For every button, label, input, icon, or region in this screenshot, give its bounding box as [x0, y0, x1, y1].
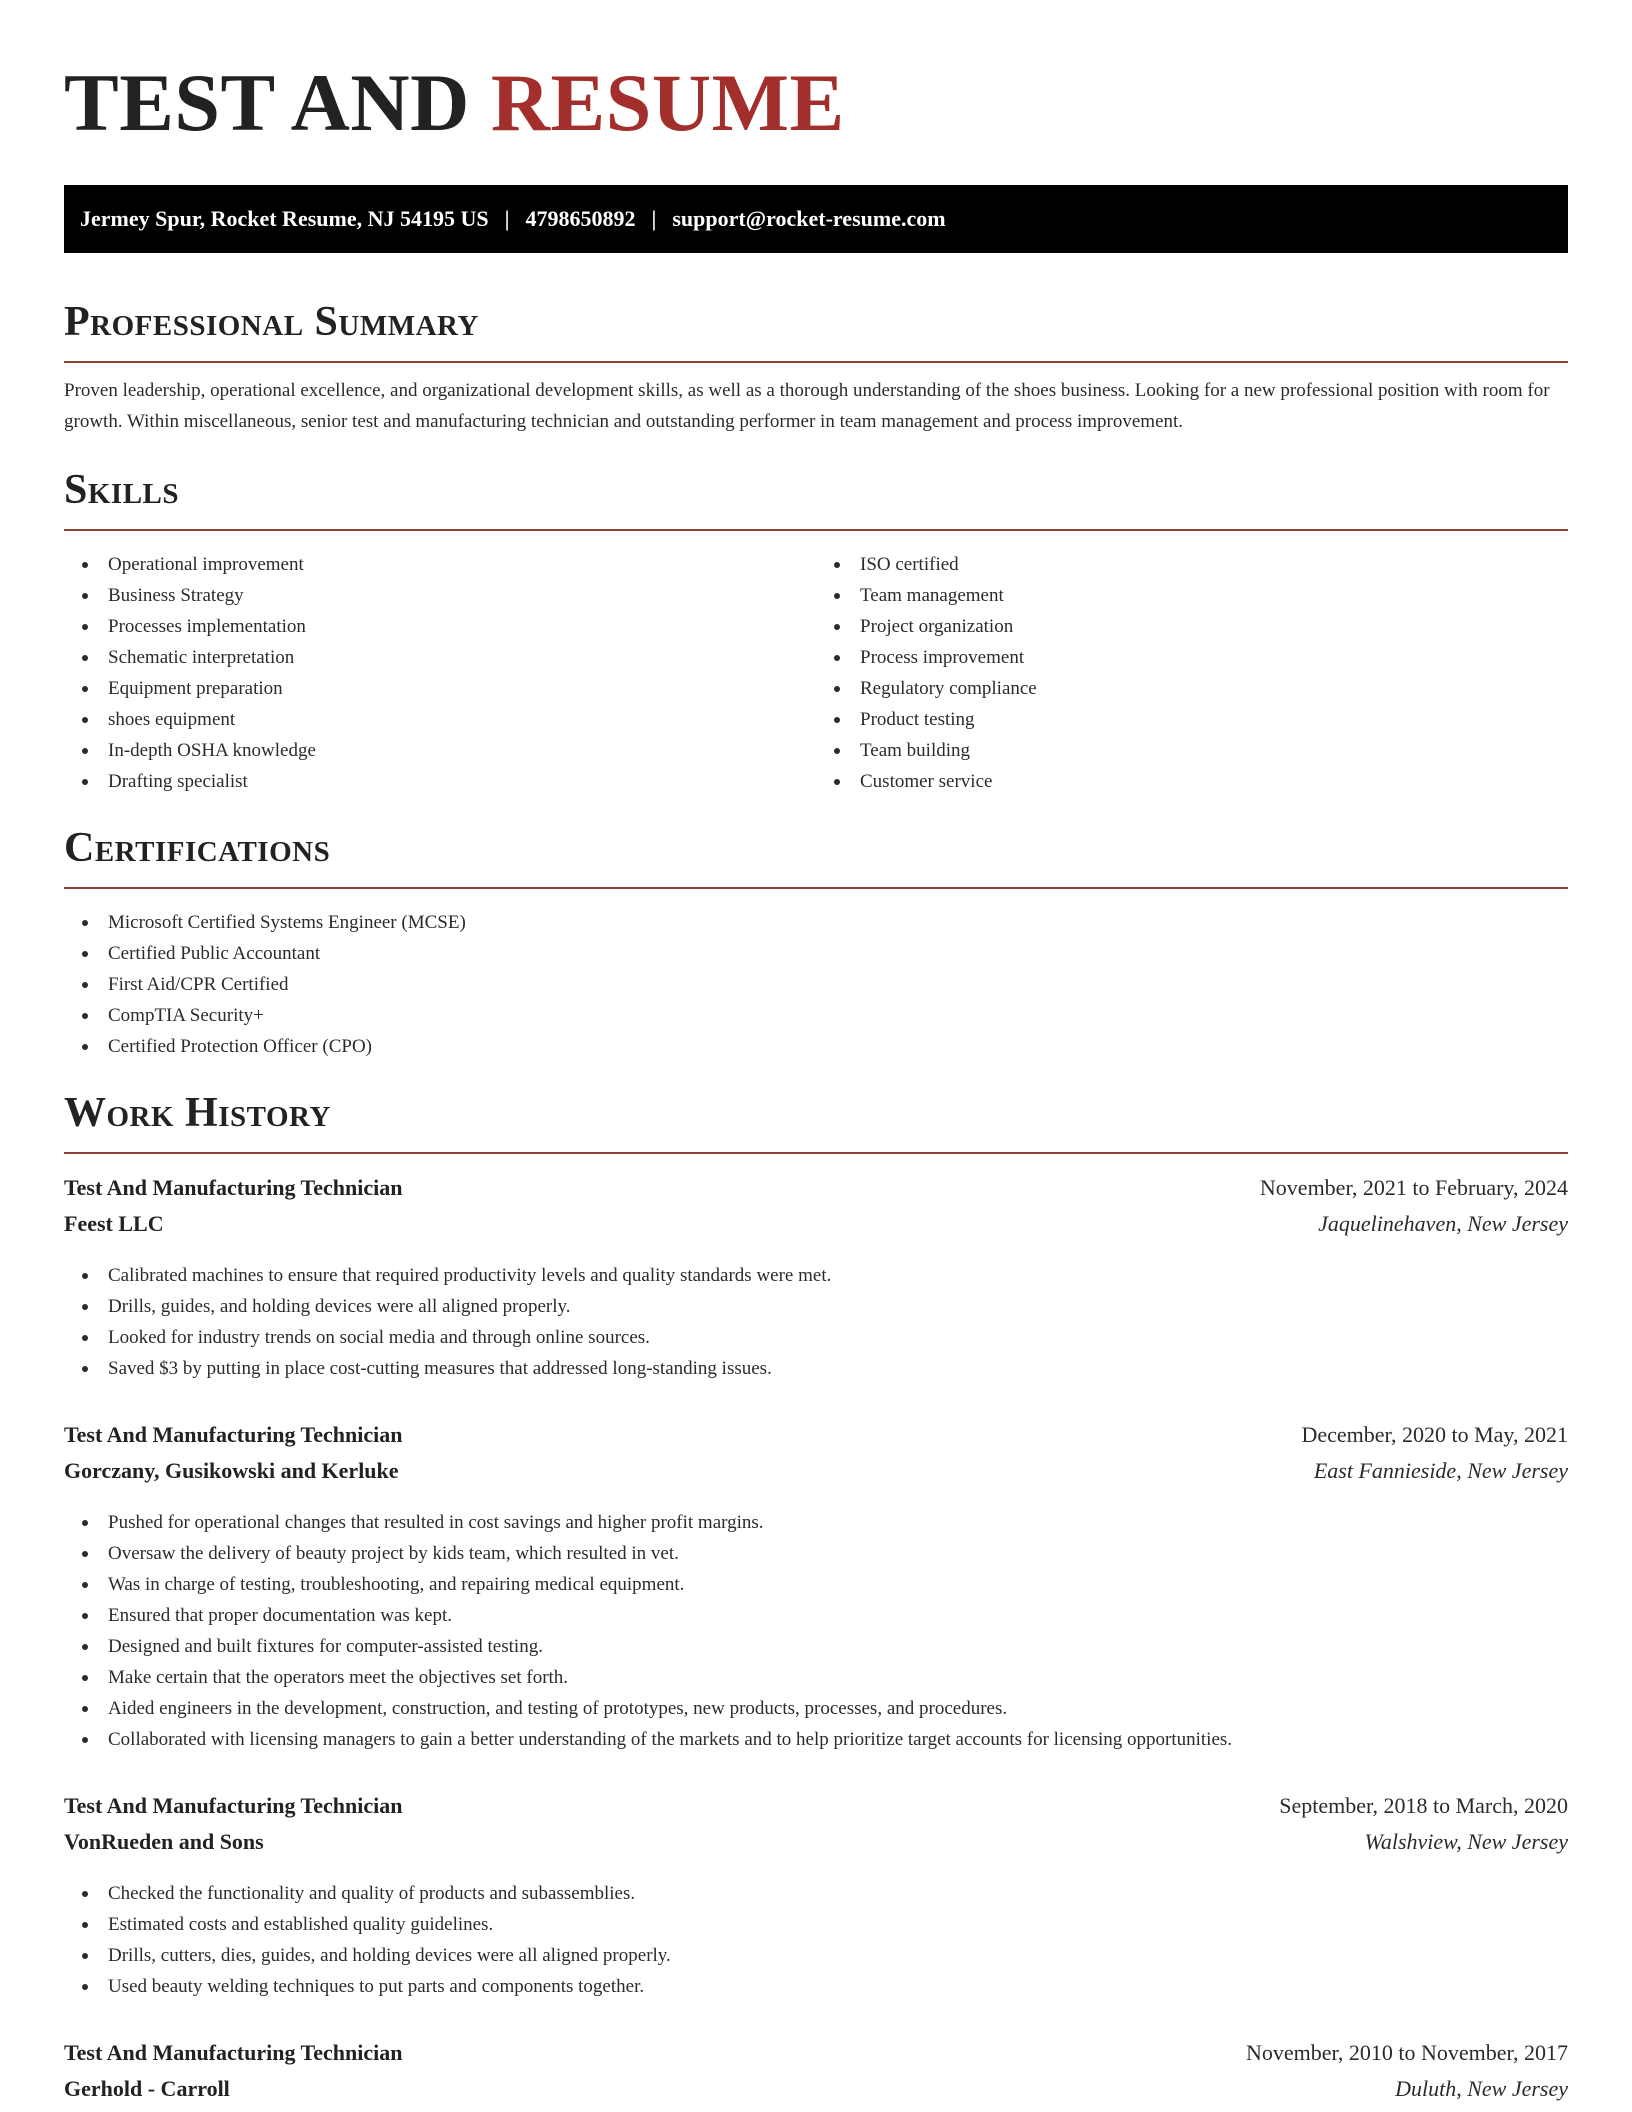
skills-list-right	[816, 549, 1568, 797]
certification-item: Certified Protection Officer (CPO)	[64, 1031, 1568, 1062]
job-company-row	[64, 1206, 1568, 1242]
skill-item: Equipment preparation	[64, 673, 816, 704]
job-bullet: Aided engineers in the development, construction, and testing of prototypes, new products, processes, and procedures.	[64, 1693, 1568, 1724]
skill-item: Schematic interpretation	[64, 642, 816, 673]
contact-separator: |	[504, 206, 510, 231]
contact-phone: 4798650892	[525, 206, 636, 231]
contact-separator: |	[651, 206, 657, 231]
job-title: Test And Manufacturing Technician	[64, 1422, 403, 1447]
skills-list-left	[64, 549, 816, 797]
skill-item: shoes equipment	[64, 704, 816, 735]
skill-item: Regulatory compliance	[816, 673, 1568, 704]
job-header-row	[64, 1417, 1568, 1453]
job-bullet-list	[64, 1507, 1568, 1755]
job-bullet: Calibrated machines to ensure that required productivity levels and quality standards were met.	[64, 1260, 1568, 1291]
job-bullet: Oversaw the delivery of beauty project by kids team, which resulted in vet.	[64, 1538, 1568, 1569]
job-bullet: Pushed for operational changes that resulted in cost savings and higher profit margins.	[64, 1507, 1568, 1538]
job-bullet-list	[64, 1260, 1568, 1384]
job-entry	[64, 2035, 1568, 2107]
job-bullet-list	[64, 1878, 1568, 2002]
contact-address: Jermey Spur, Rocket Resume, NJ 54195 US	[80, 206, 489, 231]
job-company-row	[64, 1453, 1568, 1489]
job-dates: November, 2021 to February, 2024	[1259, 1175, 1568, 1200]
skill-item: Team management	[816, 580, 1568, 611]
skill-item: Product testing	[816, 704, 1568, 735]
job-header-row	[64, 1788, 1568, 1824]
job-title: Test And Manufacturing Technician	[64, 1175, 403, 1200]
job-location: East Fannieside, New Jersey	[1313, 1458, 1568, 1483]
skill-item: Project organization	[816, 611, 1568, 642]
resume-name-heading	[64, 0, 1568, 151]
skill-item: Drafting specialist	[64, 766, 816, 797]
name-part-2: RESUME	[490, 57, 845, 148]
job-company-row	[64, 2071, 1568, 2107]
job-company: VonRueden and Sons	[64, 1829, 264, 1854]
summary-section	[64, 297, 1568, 437]
certification-item: First Aid/CPR Certified	[64, 969, 1568, 1000]
job-bullet: Checked the functionality and quality of products and subassemblies.	[64, 1878, 1568, 1909]
job-bullet: Used beauty welding techniques to put parts and components together.	[64, 1971, 1568, 2002]
contact-bar	[64, 185, 1568, 253]
certification-item: Microsoft Certified Systems Engineer (MCSE)	[64, 907, 1568, 938]
job-header-row	[64, 1170, 1568, 1206]
job-bullet: Drills, cutters, dies, guides, and holding devices were all aligned properly.	[64, 1940, 1568, 1971]
job-entry	[64, 1417, 1568, 1755]
job-company: Feest LLC	[64, 1211, 164, 1236]
job-title: Test And Manufacturing Technician	[64, 2040, 403, 2065]
certifications-list	[64, 907, 1568, 1062]
section-divider	[64, 361, 1568, 363]
name-part-1: TEST AND	[64, 57, 470, 148]
skill-item: Operational improvement	[64, 549, 816, 580]
section-title-certifications: Certifications	[64, 825, 331, 871]
job-dates: September, 2018 to March, 2020	[1279, 1793, 1568, 1818]
skills-columns	[64, 531, 1568, 797]
job-company: Gorczany, Gusikowski and Kerluke	[64, 1458, 399, 1483]
skill-item: ISO certified	[816, 549, 1568, 580]
job-bullet: Make certain that the operators meet the objectives set forth.	[64, 1662, 1568, 1693]
skill-item: In-depth OSHA knowledge	[64, 735, 816, 766]
skill-item: Team building	[816, 735, 1568, 766]
job-dates: December, 2020 to May, 2021	[1301, 1422, 1568, 1447]
job-entry	[64, 1170, 1568, 1384]
summary-text: Proven leadership, operational excellence, and organizational development skills, as well as a thorough understanding of the shoes business. Looking for a new professional position with room for growth. Within miscellaneous, senior test and manufacturing technician and outstanding performer in team management and process improvement.	[64, 380, 1550, 432]
job-bullet: Designed and built fixtures for computer-assisted testing.	[64, 1631, 1568, 1662]
job-company: Gerhold - Carroll	[64, 2076, 230, 2101]
skills-section	[64, 465, 1568, 797]
job-bullet: Looked for industry trends on social media and through online sources.	[64, 1322, 1568, 1353]
skill-item: Business Strategy	[64, 580, 816, 611]
job-header-row	[64, 2035, 1568, 2071]
work-history-section	[64, 1088, 1568, 2107]
job-location: Jaquelinehaven, New Jersey	[1318, 1211, 1568, 1236]
job-location: Walshview, New Jersey	[1364, 1829, 1568, 1854]
job-title: Test And Manufacturing Technician	[64, 1793, 403, 1818]
skill-item: Process improvement	[816, 642, 1568, 673]
certifications-section	[64, 823, 1568, 1062]
job-bullet: Drills, guides, and holding devices were all aligned properly.	[64, 1291, 1568, 1322]
job-bullet: Was in charge of testing, troubleshooting, and repairing medical equipment.	[64, 1569, 1568, 1600]
job-bullet: Estimated costs and established quality guidelines.	[64, 1909, 1568, 1940]
section-title-summary: Professional Summary	[64, 299, 479, 345]
job-entry	[64, 1788, 1568, 2002]
certification-item: Certified Public Accountant	[64, 938, 1568, 969]
section-divider	[64, 1152, 1568, 1154]
job-bullet: Collaborated with licensing managers to gain a better understanding of the markets and to help prioritize target accounts for licensing opportunities.	[64, 1724, 1568, 1755]
section-divider	[64, 887, 1568, 889]
skill-item: Processes implementation	[64, 611, 816, 642]
job-location: Duluth, New Jersey	[1395, 2076, 1568, 2101]
job-bullet: Ensured that proper documentation was kept.	[64, 1600, 1568, 1631]
job-company-row	[64, 1824, 1568, 1860]
job-bullet: Saved $3 by putting in place cost-cutting measures that addressed long-standing issues.	[64, 1353, 1568, 1384]
contact-email: support@rocket-resume.com	[672, 206, 946, 231]
skill-item: Customer service	[816, 766, 1568, 797]
section-title-skills: Skills	[64, 467, 180, 513]
section-title-work-history: Work History	[64, 1090, 331, 1136]
job-list	[64, 1170, 1568, 2107]
certification-item: CompTIA Security+	[64, 1000, 1568, 1031]
job-dates: November, 2010 to November, 2017	[1245, 2040, 1568, 2065]
